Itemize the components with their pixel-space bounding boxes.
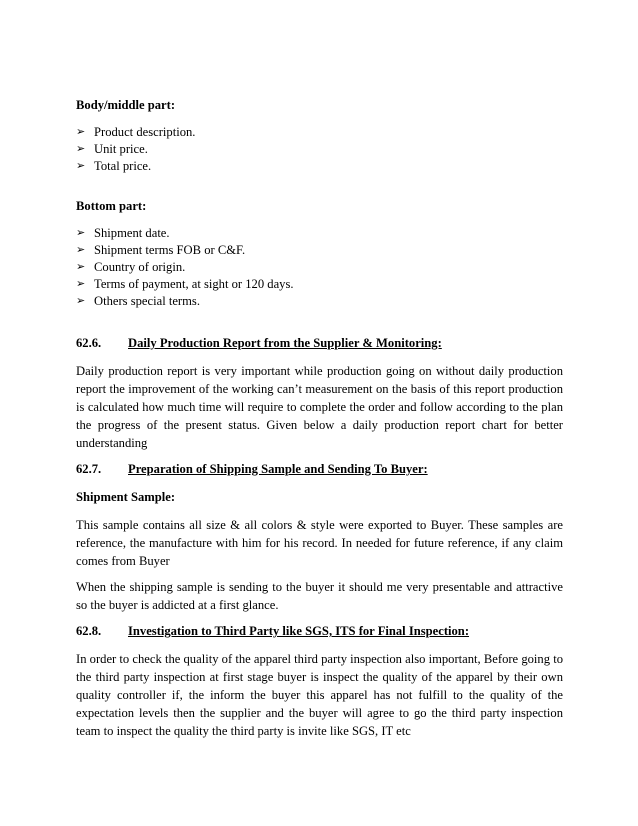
arrow-bullet-icon: ➢ bbox=[76, 227, 86, 239]
section-number: 62.8. bbox=[76, 624, 102, 638]
list-item: ➢ Product description. bbox=[76, 125, 196, 139]
bottom-part-heading: Bottom part: bbox=[76, 199, 147, 213]
section-number: 62.7. bbox=[76, 462, 102, 476]
list-item: ➢ Others special terms. bbox=[76, 294, 200, 308]
section-number: 62.6. bbox=[76, 336, 102, 350]
arrow-bullet-icon: ➢ bbox=[76, 244, 86, 256]
arrow-bullet-icon: ➢ bbox=[76, 143, 86, 155]
section-title: Investigation to Third Party like SGS, ITS for Final Inspection: bbox=[128, 624, 470, 638]
section-paragraph: Daily production report is very important while production going on without daily production report the improvement of the working can’t measurement on the basis of this report production is calculated how much time will require to complete the order and follow according to the plan the progress of the present status. Given below a daily production report chart for better understanding bbox=[76, 364, 563, 450]
list-item: ➢ Shipment terms FOB or C&F. bbox=[76, 243, 246, 257]
body-part-list bbox=[76, 124, 563, 175]
arrow-bullet-icon: ➢ bbox=[76, 261, 86, 273]
arrow-bullet-icon: ➢ bbox=[76, 160, 86, 172]
list-item: ➢ Terms of payment, at sight or 120 days. bbox=[76, 277, 294, 291]
arrow-bullet-icon: ➢ bbox=[76, 126, 86, 138]
section-title: Daily Production Report from the Supplier & Monitoring: bbox=[128, 336, 442, 350]
body-part-heading: Body/middle part: bbox=[76, 98, 176, 112]
section-paragraph: In order to check the quality of the apparel third party inspection also important, Before going to the third party inspection at first stage buyer is inspect the quality of the apparel by their own quality controller if, the inform the buyer this apparel has not fulfill to the quality of the expectation levels then the supplier and the buyer will agree to go the third party inspection team to inspect the quality the third party is invite like SGS, IT etc bbox=[76, 652, 563, 738]
list-item: ➢ Country of origin. bbox=[76, 260, 186, 274]
arrow-bullet-icon: ➢ bbox=[76, 278, 86, 290]
list-item: ➢ Total price. bbox=[76, 159, 152, 173]
list-item: ➢ Shipment date. bbox=[76, 226, 170, 240]
arrow-bullet-icon: ➢ bbox=[76, 295, 86, 307]
shipment-sample-heading: Shipment Sample: bbox=[76, 490, 176, 504]
section-paragraph: When the shipping sample is sending to the buyer it should me very presentable and attractive so the buyer is addicted at a first glance. bbox=[76, 580, 563, 612]
bottom-part-list bbox=[76, 225, 563, 310]
section-heading-62-7 bbox=[76, 460, 563, 478]
document-page bbox=[76, 96, 563, 740]
section-title: Preparation of Shipping Sample and Sending To Buyer: bbox=[128, 462, 428, 476]
list-item: ➢ Unit price. bbox=[76, 142, 148, 156]
section-heading-62-6 bbox=[76, 334, 563, 352]
section-paragraph: This sample contains all size & all colors & style were exported to Buyer. These samples are reference, the manufacture with him for his record. In needed for future reference, if any claim comes from Buyer bbox=[76, 518, 563, 568]
section-heading-62-8 bbox=[76, 622, 563, 640]
